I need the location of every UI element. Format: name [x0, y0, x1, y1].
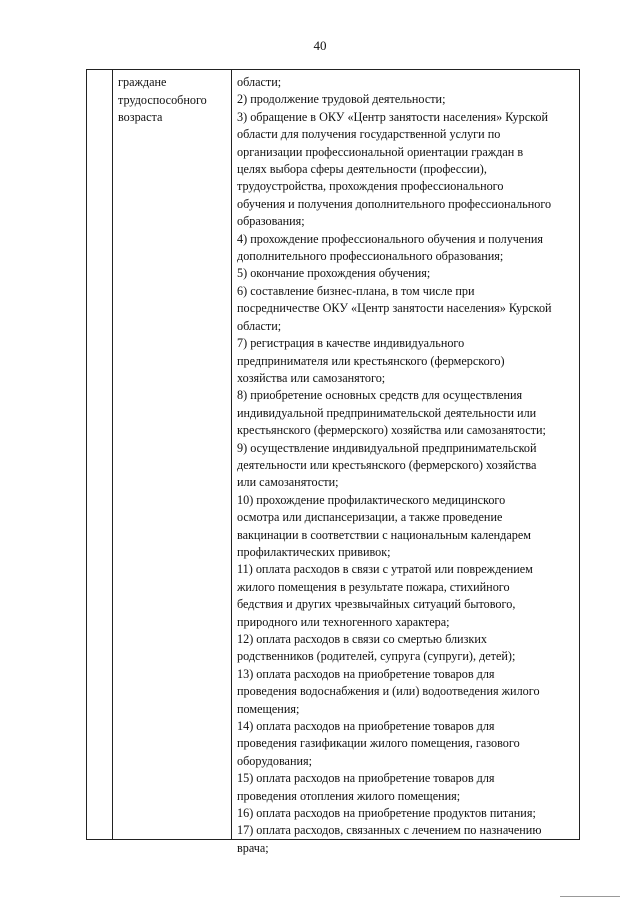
category-line: граждане	[118, 75, 167, 89]
document-table	[86, 69, 580, 855]
column-divider	[231, 70, 232, 839]
measure-line: вакцинации в соответствии с национальным календарем	[237, 527, 531, 542]
measure-line: крестьянского (фермерского) хозяйства или самозанятости;	[237, 423, 546, 438]
measure-line: 13) оплата расходов на приобретение товаров для	[237, 666, 495, 681]
measure-line: жилого помещения в результате пожара, стихийного	[237, 579, 510, 594]
measure-line: 16) оплата расходов на приобретение продуктов питания;	[237, 806, 536, 821]
measure-line: области;	[237, 318, 282, 333]
measure-line: индивидуальной предпринимательской деятельности или	[237, 405, 537, 420]
measure-line: 2) продолжение трудовой деятельности;	[237, 92, 446, 107]
measures-cell	[237, 74, 577, 857]
measure-line: 14) оплата расходов на приобретение товаров для	[237, 719, 495, 734]
measure-line: 3) обращение в ОКУ «Центр занятости населения» Курской	[237, 109, 549, 124]
measure-line: 9) осуществление индивидуальной предпринимательской	[237, 440, 537, 455]
measure-line: врача;	[237, 840, 269, 855]
measure-line: проведения газификации жилого помещения, газового	[237, 736, 520, 751]
measure-line: оборудования;	[237, 753, 312, 768]
measure-line: обучения и получения дополнительного профессионального	[237, 196, 552, 211]
measure-line: посредничестве ОКУ «Центр занятости населения» Курской	[237, 301, 552, 316]
measure-line: проведения отопления жилого помещения;	[237, 788, 461, 803]
measure-line: 15) оплата расходов на приобретение товаров для	[237, 771, 495, 786]
measure-line: 11) оплата расходов в связи с утратой или повреждением	[237, 562, 533, 577]
measure-line: природного или техногенного характера;	[237, 614, 450, 629]
measure-line: 7) регистрация в качестве индивидуального	[237, 336, 465, 351]
measure-line: деятельности или крестьянского (фермерского) хозяйства	[237, 457, 537, 472]
measure-line: области для получения государственной услуги по	[237, 127, 501, 142]
page-number: 40	[313, 38, 327, 53]
measure-line: 5) окончание прохождения обучения;	[237, 266, 431, 281]
category-line: возраста	[118, 110, 163, 124]
measure-line: организации профессиональной ориентации граждан в	[237, 144, 524, 159]
measure-line: профилактических прививок;	[237, 544, 391, 559]
category-line: трудоспособного	[118, 92, 207, 107]
measure-line: хозяйства или самозанятого;	[237, 370, 386, 385]
measure-line: 10) прохождение профилактического медицинского	[237, 492, 506, 507]
measure-line: области;	[237, 75, 282, 89]
measure-line: 6) составление бизнес-плана, в том числе при	[237, 283, 475, 298]
measure-line: 12) оплата расходов в связи со смертью близких	[237, 632, 487, 646]
column-divider	[112, 70, 113, 839]
measure-line: трудоустройства, прохождения профессионального	[237, 179, 504, 194]
measure-line: проведения водоснабжения и (или) водоотведения жилого	[237, 684, 540, 699]
scan-artifact-line	[560, 896, 620, 897]
measure-line: образования;	[237, 214, 305, 229]
measure-line: родственников (родителей, супруга (супруги), детей);	[237, 649, 516, 664]
measure-line: помещения;	[237, 701, 300, 716]
measure-line: или самозанятости;	[237, 475, 339, 490]
measure-line: 4) прохождение профессионального обучения и получения	[237, 231, 543, 246]
measure-line: предпринимателя или крестьянского (фермерского)	[237, 353, 505, 368]
measure-line: целях выбора сферы деятельности (профессии),	[237, 162, 487, 177]
measure-line: 17) оплата расходов, связанных с лечением по назначению	[237, 823, 542, 838]
category-cell	[118, 74, 228, 127]
measure-line: осмотра или диспансеризации, а также проведение	[237, 510, 503, 525]
measure-line: бедствия и других чрезвычайных ситуаций бытового,	[237, 597, 516, 612]
measure-line: дополнительного профессионального образования;	[237, 249, 504, 264]
measure-line: 8) приобретение основных средств для осуществления	[237, 388, 523, 403]
